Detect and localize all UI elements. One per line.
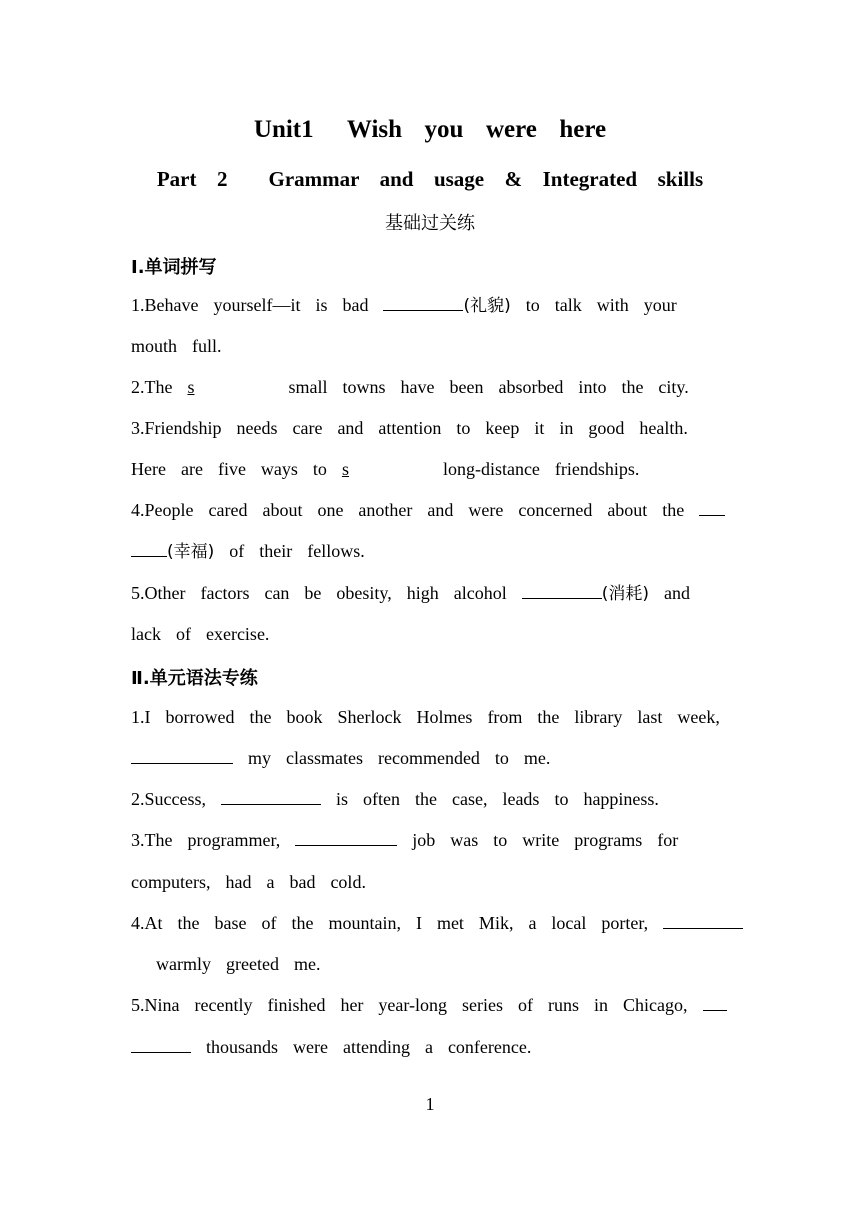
s1-q1-line2: mouth full. (131, 336, 222, 356)
answer-blank (131, 1035, 191, 1053)
s2-q4-line1: 4.At the base of the mountain, I met Mik, a local porter, (131, 911, 731, 935)
answer-blank (131, 539, 167, 557)
s1-q3-line1: 3.Friendship needs care and attention to keep it in good health. (131, 418, 688, 438)
s1-q4-line1: 4.People cared about one another and were concerned about the (131, 498, 731, 522)
s2-q1-line2: my classmates recommended to me. (131, 746, 731, 770)
s1-q4-line2: (幸福) of their fellows. (131, 539, 731, 564)
answer-blank (703, 993, 727, 1011)
answer-blank (383, 293, 463, 311)
section-1-heading: Ⅰ.单词拼写 (131, 257, 217, 278)
answer-blank-letter: s (341, 459, 349, 479)
section-2-heading: Ⅱ.单元语法专练 (131, 668, 258, 689)
s2-q3-line1: 3.The programmer, job was to write programs for (131, 830, 679, 850)
s1-q5-line1: 5.Other factors can be obesity, high alcohol (消耗) and (131, 583, 690, 604)
s1-q2-line1: 2.The s small towns have been absorbed into the city. (131, 377, 689, 397)
s1-q1-line1: 1.Behave yourself—it is bad (礼貌) to talk with your (131, 295, 677, 316)
s2-q5-line1: 5.Nina recently finished her year-long series of runs in Chicago, (131, 993, 731, 1017)
answer-blank (522, 581, 602, 599)
s2-q3-line2: computers, had a bad cold. (131, 872, 366, 892)
part-subtitle: Part 2 Grammar and usage & Integrated skills (156, 167, 704, 191)
s1-q5-line2: lack of exercise. (131, 624, 270, 644)
level-label: 基础过关练 (385, 213, 475, 234)
answer-blank-letter: s (187, 377, 195, 397)
answer-blank (663, 911, 743, 929)
s2-q4-line2: warmly greeted me. (141, 954, 321, 974)
s2-q5-line2: thousands were attending a conference. (131, 1035, 731, 1059)
answer-blank (295, 828, 397, 846)
s2-q2-line1: 2.Success, is often the case, leads to happiness. (131, 789, 659, 809)
s2-q1-line1: 1.I borrowed the book Sherlock Holmes from the library last week, (131, 707, 720, 727)
s1-q3-line2: Here are five ways to s long-distance friendships. (131, 459, 640, 479)
answer-blank (131, 746, 233, 764)
unit-title: Unit1 Wish you were here (253, 116, 607, 143)
answer-blank (221, 787, 321, 805)
page-number: 1 (425, 1094, 435, 1114)
answer-blank (699, 498, 725, 516)
